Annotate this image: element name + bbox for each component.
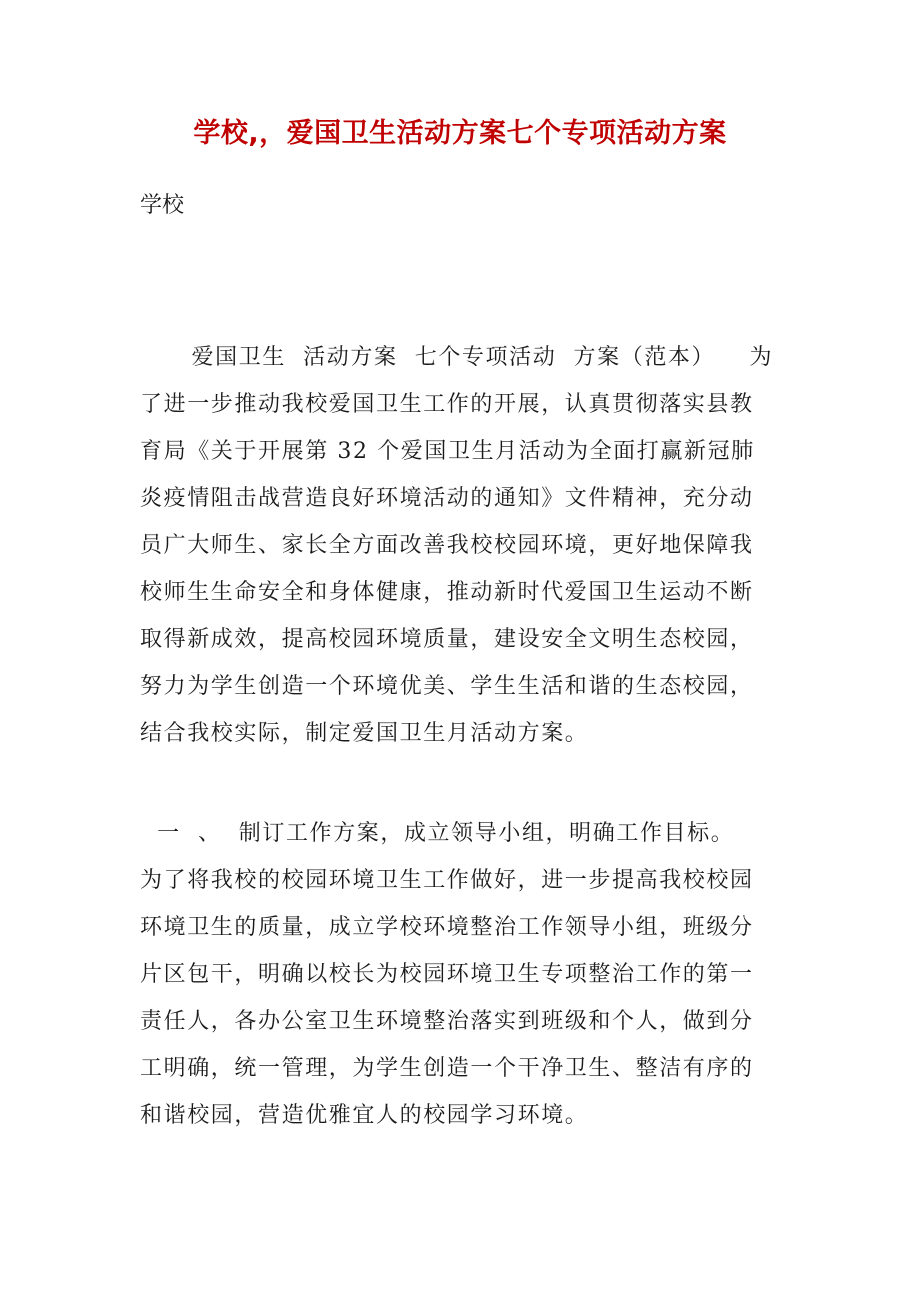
paragraph-section-one — [140, 810, 800, 1139]
text-line: 片区包干，明确以校长为校园环境卫生专项整治工作的第一 — [140, 962, 754, 987]
text-line: 员广大师生、家长全方面改善我校校园环境，更好地保障我 — [140, 533, 754, 558]
text-line: 环境卫生的质量，成立学校环境整治工作领导小组，班级分 — [140, 915, 754, 940]
text-line: 取得新成效，提高校园环境质量，建设安全文明生态校园， — [140, 627, 754, 652]
text-line: 校师生生命安全和身体健康，推动新时代爱国卫生运动不断 — [140, 580, 754, 605]
paragraph-intro — [140, 334, 800, 757]
text-line: 炎疫情阻击战营造良好环境活动的通知》文件精神，充分动 — [140, 486, 754, 511]
text-line: 努力为学生创造一个环境优美、学生生活和谐的生态校园， — [140, 674, 754, 699]
text-line: 结合我校实际，制定爱国卫生月活动方案。 — [140, 721, 589, 746]
text-line: 育局《关于开展第 32 个爱国卫生月活动为全面打赢新冠肺 — [140, 439, 755, 464]
document-title: 学校,，爱国卫生活动方案七个专项活动方案 — [193, 118, 727, 149]
text-line: 工明确，统一管理，为学生创造一个干净卫生、整洁有序的 — [140, 1056, 754, 1081]
text-line: 责任人，各办公室卫生环境整治落实到班级和个人，做到分 — [140, 1009, 754, 1034]
text-line: 爱国卫生 活动方案 七个专项活动 方案（范本） 为 — [140, 345, 774, 370]
section-heading-line: 一 、 制订工作方案，成立领导小组，明确工作目标。 — [140, 821, 735, 846]
document-subhead: 学校 — [140, 193, 185, 218]
text-line: 为了将我校的校园环境卫生工作做好，进一步提高我校校园 — [140, 868, 754, 893]
text-line: 和谐校园，营造优雅宜人的校园学习环境。 — [140, 1103, 589, 1128]
text-line: 了进一步推动我校爱国卫生工作的开展，认真贯彻落实县教 — [140, 392, 754, 417]
